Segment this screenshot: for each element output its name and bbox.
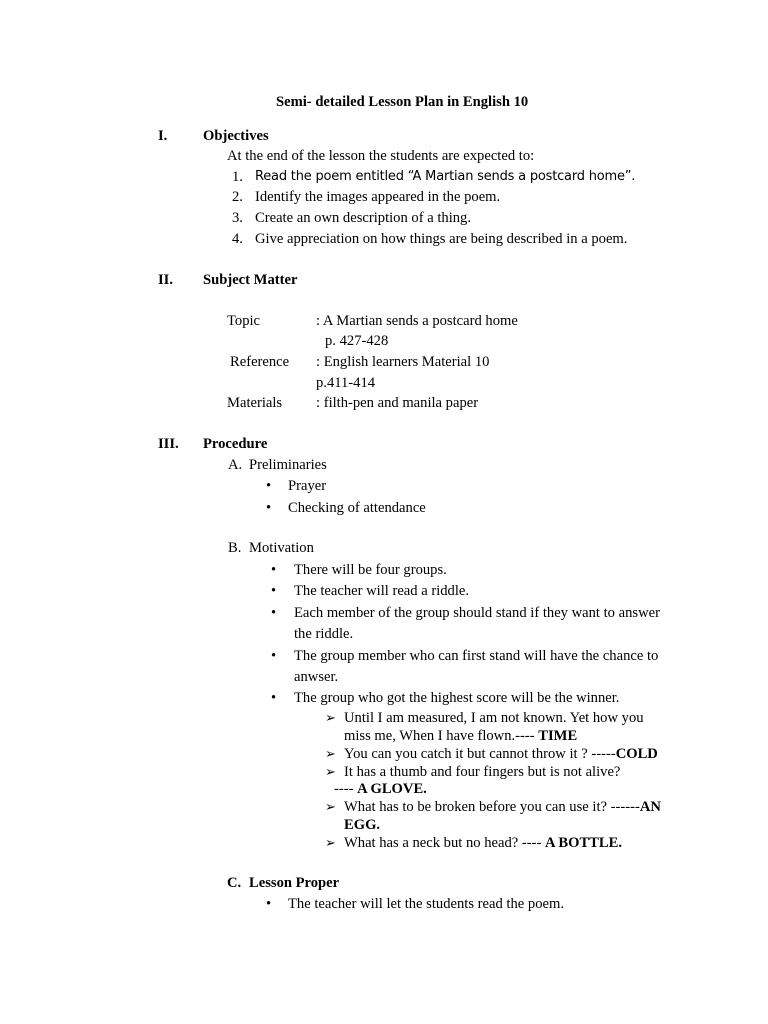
arrow-bullet-icon: ➢ bbox=[325, 764, 336, 779]
objective-number: 3. bbox=[232, 210, 243, 226]
riddle-question: You can you catch it but cannot throw it ? ----- bbox=[344, 746, 616, 762]
objective-item: Create an own description of a thing. bbox=[255, 210, 472, 226]
subsection-letter: A. bbox=[228, 457, 243, 473]
objective-number: 1. bbox=[232, 169, 243, 185]
arrow-bullet-icon: ➢ bbox=[325, 746, 336, 761]
reference-label: Reference bbox=[230, 354, 290, 370]
list-item: Checking of attendance bbox=[288, 500, 426, 516]
subsection-letter: C. bbox=[227, 875, 242, 891]
objective-number: 4. bbox=[232, 231, 243, 247]
bullet-icon: • bbox=[271, 648, 277, 664]
objective-item: Read the poem entitled “A Martian sends a postcard home”. bbox=[255, 169, 636, 184]
subsection-heading-lesson-proper: Lesson Proper bbox=[249, 875, 340, 891]
list-item: The teacher will let the students read the poem. bbox=[288, 896, 564, 912]
section-numeral-subject-matter: II. bbox=[158, 272, 174, 288]
topic-value: : A Martian sends a postcard home bbox=[316, 313, 518, 329]
arrow-bullet-icon: ➢ bbox=[325, 799, 336, 814]
section-heading-subject-matter: Subject Matter bbox=[203, 272, 298, 288]
riddle-text bbox=[344, 745, 658, 763]
subsection-heading-motivation: Motivation bbox=[249, 540, 314, 556]
materials-label: Materials bbox=[227, 395, 283, 411]
objective-number: 2. bbox=[232, 189, 243, 205]
riddle-text bbox=[344, 727, 577, 745]
list-item: The group who got the highest score will be the winner. bbox=[294, 690, 620, 706]
riddle-answer: A BOTTLE. bbox=[544, 835, 623, 851]
list-item: The group member who can first stand will have the chance to bbox=[294, 648, 659, 664]
riddle-text bbox=[344, 834, 622, 852]
list-item: Prayer bbox=[288, 478, 327, 494]
topic-label: Topic bbox=[227, 313, 261, 329]
riddle-question: ---- bbox=[334, 781, 358, 797]
objective-item: Identify the images appeared in the poem. bbox=[255, 189, 501, 205]
riddle-question: What has to be broken before you can use it? ------ bbox=[344, 799, 640, 815]
bullet-icon: • bbox=[266, 896, 272, 912]
reference-value: : English learners Material 10 bbox=[316, 354, 490, 370]
riddle-text: It has a thumb and four fingers but is not alive? bbox=[344, 764, 621, 780]
bullet-icon: • bbox=[271, 605, 277, 621]
topic-pages: p. 427-428 bbox=[325, 333, 389, 349]
list-item-continuation: anwser. bbox=[294, 669, 339, 685]
bullet-icon: • bbox=[271, 583, 277, 599]
bullet-icon: • bbox=[266, 478, 272, 494]
riddle-answer: AN bbox=[639, 799, 661, 815]
riddle-question: miss me, When I have flown.---- bbox=[344, 728, 539, 744]
riddle-question: What has a neck but no head? ---- bbox=[344, 835, 545, 851]
riddle-answer: A GLOVE. bbox=[357, 781, 427, 797]
bullet-icon: • bbox=[266, 500, 272, 516]
riddle-text bbox=[334, 780, 427, 798]
list-item-continuation: the riddle. bbox=[294, 626, 354, 642]
list-item: There will be four groups. bbox=[294, 562, 447, 578]
materials-value: : filth-pen and manila paper bbox=[316, 395, 479, 411]
bullet-icon: • bbox=[271, 562, 277, 578]
section-numeral-procedure: III. bbox=[158, 436, 179, 452]
arrow-bullet-icon: ➢ bbox=[325, 835, 336, 850]
document-title: Semi- detailed Lesson Plan in English 10 bbox=[276, 94, 529, 110]
list-item: The teacher will read a riddle. bbox=[294, 583, 470, 599]
riddle-text: Until I am measured, I am not known. Yet how you bbox=[344, 710, 644, 726]
bullet-icon: • bbox=[271, 690, 277, 706]
reference-pages: p.411-414 bbox=[316, 375, 376, 391]
section-numeral-objectives: I. bbox=[158, 128, 168, 144]
riddle-answer: EGG. bbox=[344, 817, 381, 833]
subsection-heading-preliminaries: Preliminaries bbox=[249, 457, 327, 473]
arrow-bullet-icon: ➢ bbox=[325, 710, 336, 725]
objectives-intro: At the end of the lesson the students are expected to: bbox=[227, 148, 535, 164]
section-heading-procedure: Procedure bbox=[203, 436, 268, 452]
section-heading-objectives: Objectives bbox=[203, 128, 269, 144]
riddle-answer: COLD bbox=[615, 746, 658, 762]
list-item: Each member of the group should stand if they want to answer bbox=[294, 605, 660, 621]
riddle-answer: TIME bbox=[538, 728, 578, 744]
subsection-letter: B. bbox=[228, 540, 242, 556]
objective-item: Give appreciation on how things are being described in a poem. bbox=[255, 231, 628, 247]
riddle-text bbox=[344, 798, 661, 816]
